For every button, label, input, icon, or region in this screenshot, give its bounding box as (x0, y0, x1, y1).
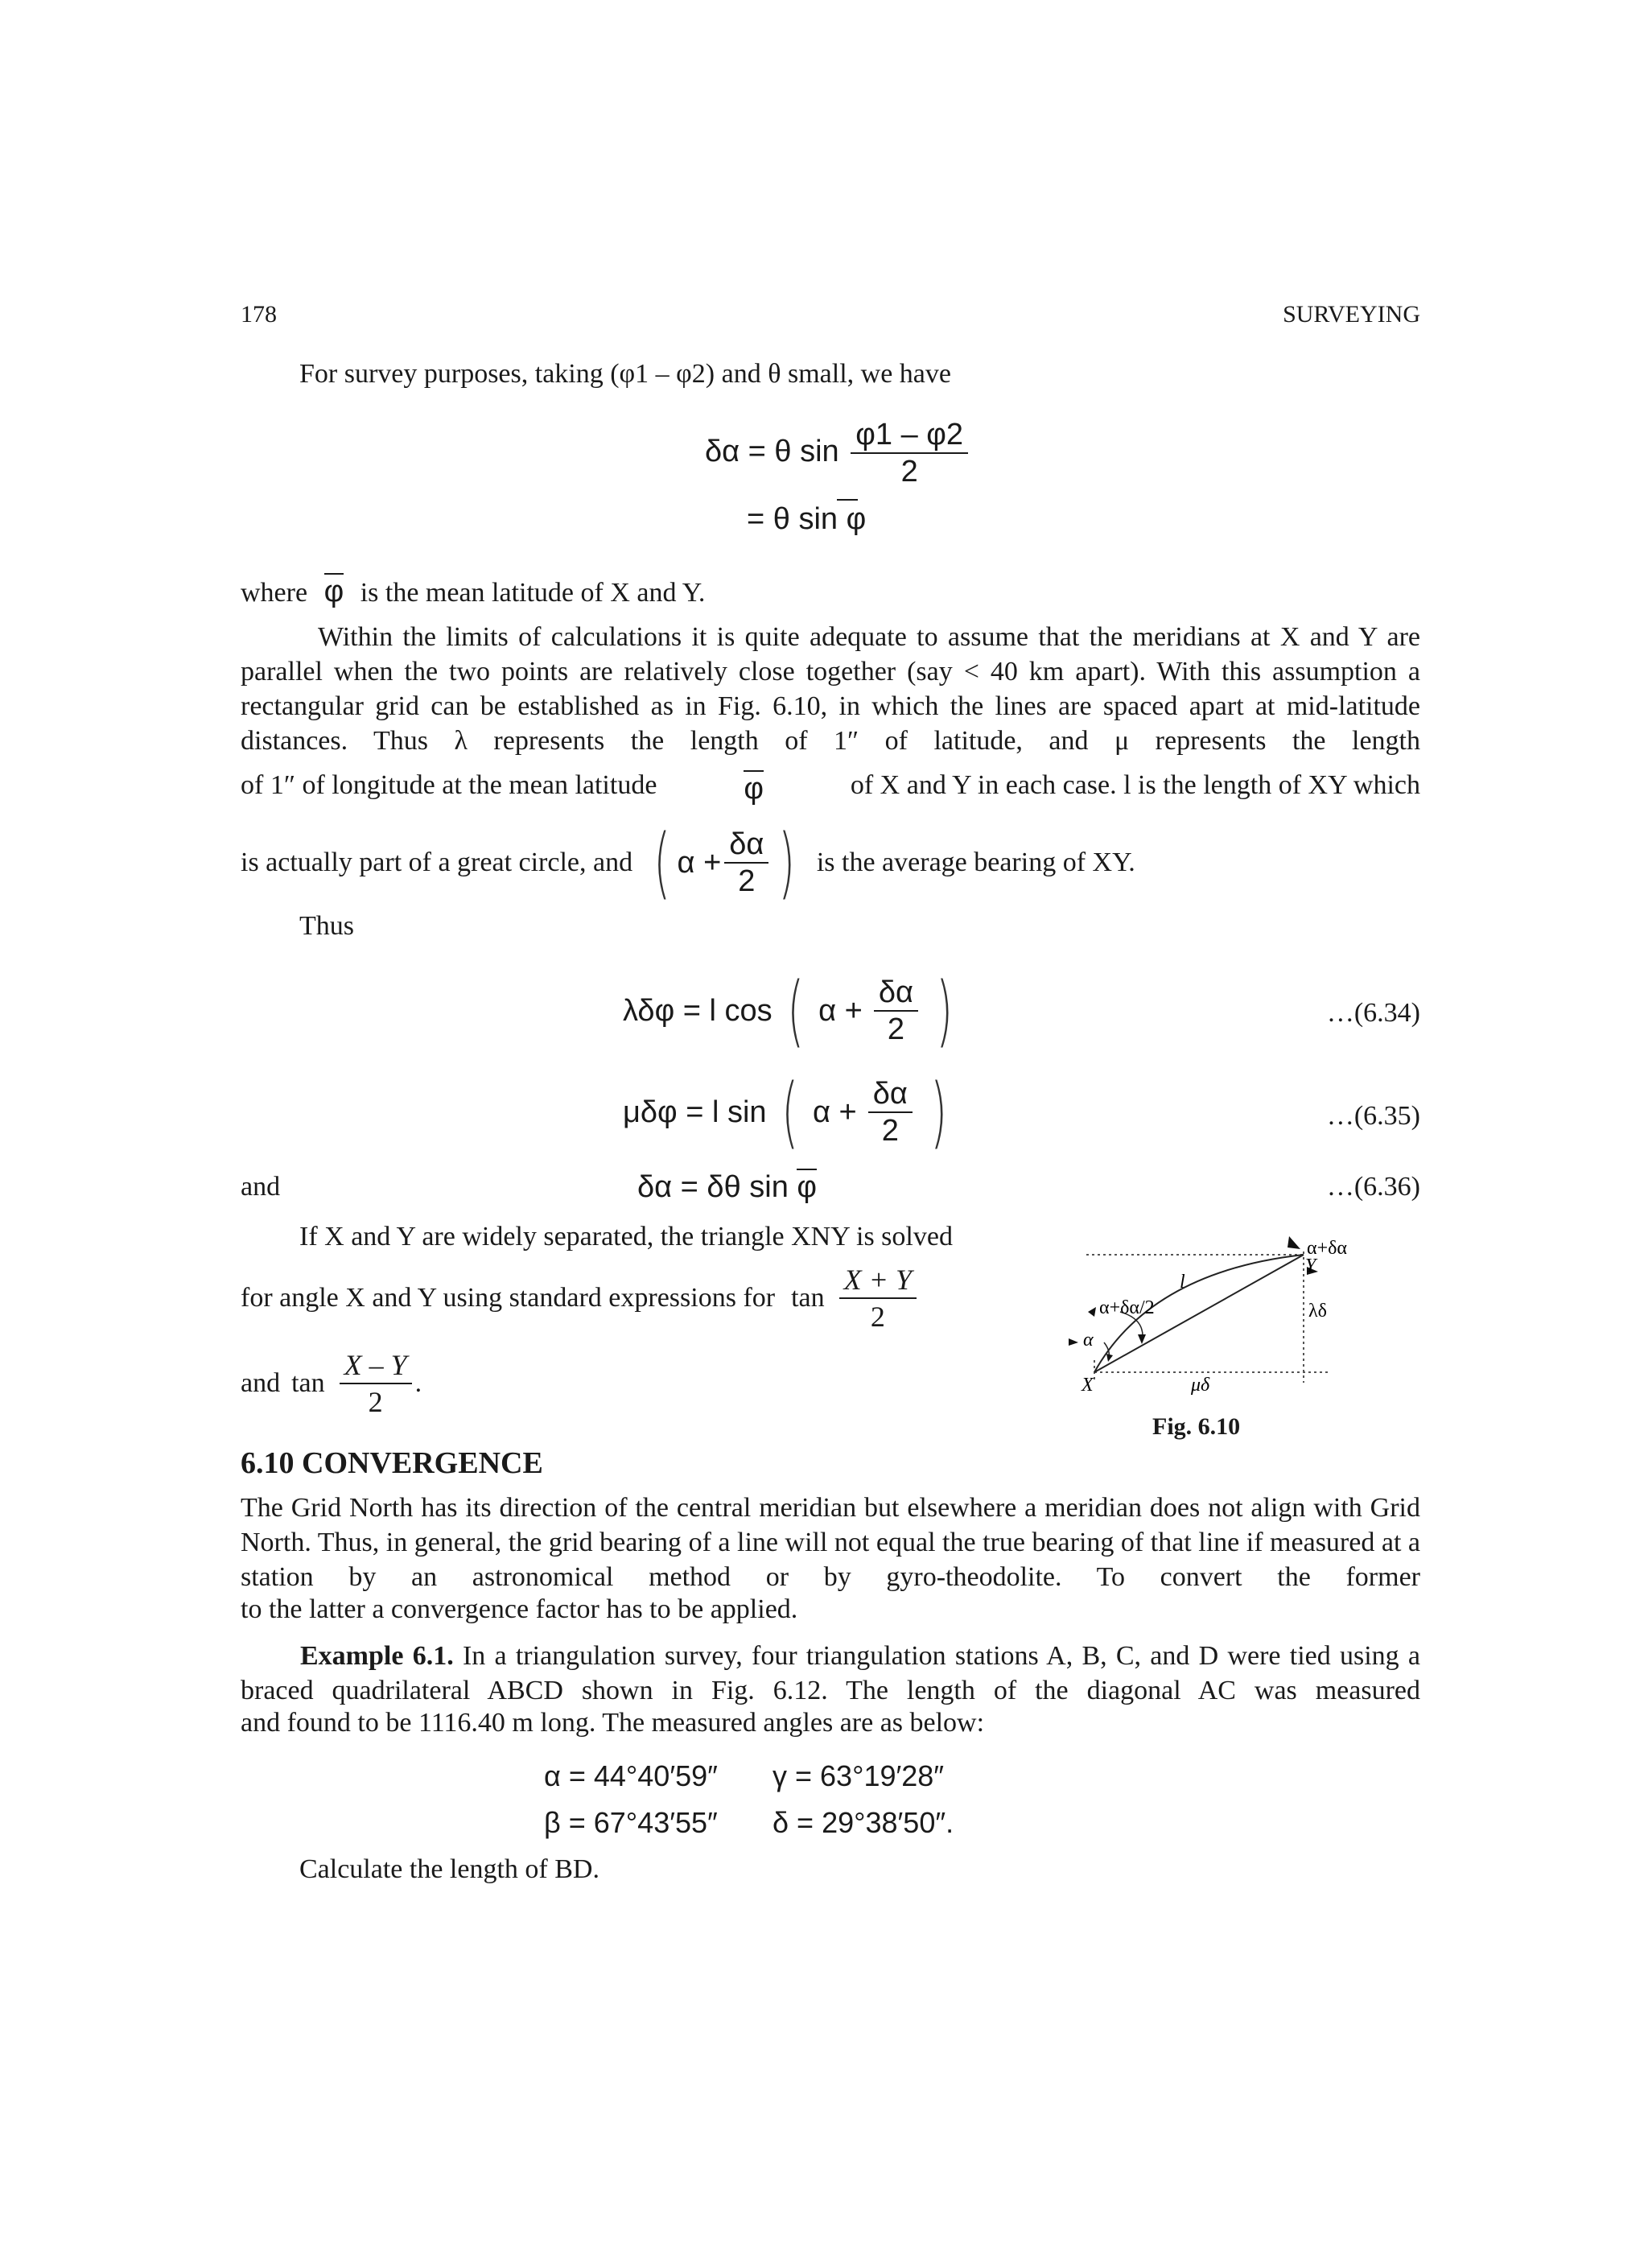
fraction-denominator: 2 (887, 1012, 904, 1046)
fraction (724, 828, 768, 897)
text-pre: of 1″ of longitude at the mean latitude (241, 770, 657, 800)
fraction-numerator: δα (724, 828, 768, 864)
intro-line: For survey purposes, taking (φ1 – φ2) and θ small, we have (299, 359, 951, 389)
equation-mean-latitude (747, 502, 866, 537)
text-pre: is actually part of a great circle, and (241, 847, 633, 877)
paragraph-meridians-last-line (241, 770, 1420, 806)
section-heading: 6.10 CONVERGENCE (241, 1446, 543, 1480)
left-paren: ( (781, 1067, 798, 1157)
average-bearing-line (241, 814, 1135, 911)
arrow-alpha-half-icon (1088, 1307, 1096, 1317)
thus-word: Thus (299, 911, 354, 941)
label-mu-delta: μδ (1191, 1375, 1210, 1396)
equation-lhs: δα = δθ sin (637, 1170, 789, 1204)
equation-6-34 (623, 963, 959, 1059)
where-line (241, 575, 705, 609)
arrow-top-icon (1288, 1236, 1300, 1249)
text-pre: for angle X and Y using standard expressions for (241, 1283, 776, 1313)
figure-caption: Fig. 6.10 (1152, 1413, 1241, 1440)
page-number: 178 (241, 301, 277, 328)
average-bearing-expression (647, 818, 802, 908)
and-word: and (241, 1172, 281, 1202)
equation-number-6-36: …(6.36) (1326, 1172, 1420, 1202)
equation-6-36 (637, 1170, 817, 1205)
fraction-numerator: X – Y (340, 1349, 412, 1384)
text-post: of X and Y in each case. l is the length of XY which (850, 770, 1420, 800)
fraction-numerator: X + Y (839, 1264, 917, 1299)
alpha-plus: α + (813, 1095, 857, 1129)
fraction-denominator: 2 (881, 1114, 899, 1148)
arrow-down-icon (1138, 1334, 1146, 1344)
tan-word: tan (791, 1283, 825, 1313)
where-word: where (241, 578, 308, 608)
wide-separation-line-1: If X and Y are widely separated, the triangle XNY is solved (299, 1222, 953, 1252)
label-l: l (1180, 1272, 1185, 1293)
arrow-alpha-icon (1069, 1338, 1078, 1346)
paragraph-meridians: Within the limits of calculations it is quite adequate to assume that the meridians at X and Y are parallel when the two points are relatively close together (say < 40 km apart). With this assumption a rectangular grid can be established as in Fig. 6.10, in which the lines are spaced apart at mid-latitude distances. Thus λ represents the length of 1″ of latitude, and μ represents the length (241, 622, 1420, 756)
fraction-denominator: 2 (900, 455, 918, 489)
figure-6-10 (1062, 1207, 1416, 1408)
left-paren: ( (787, 966, 804, 1056)
equation-delta-alpha (705, 419, 971, 488)
phi-bar-symbol: φ (797, 1170, 818, 1204)
phi-overbar (837, 499, 858, 501)
equation-number-6-35: …(6.35) (1326, 1101, 1420, 1131)
label-alpha-half: α+δα/2 (1099, 1297, 1155, 1318)
tan-fraction-difference (340, 1349, 412, 1418)
equation-lhs: μδφ = l sin (623, 1095, 767, 1129)
fraction-numerator: φ1 – φ2 (851, 419, 968, 454)
phi-bar-symbol: φ (744, 772, 764, 806)
paragraph-convergence: The Grid North has its direction of the central meridian but elsewhere a meridian does not align with Grid North. Thus, in general, the grid bearing of a line will not equal the true bearing of that line if measured at a station by an astronomical method or by gyro-theodolite. To convert the former (241, 1493, 1420, 1592)
fraction (868, 1078, 913, 1147)
alpha-plus: α + (818, 993, 863, 1028)
where-description: is the mean latitude of X and Y. (360, 578, 706, 608)
phi-bar-symbol: φ (323, 575, 344, 608)
right-paren: ) (778, 818, 796, 908)
arrow-alpha-tip-icon (1106, 1354, 1113, 1362)
right-paren: ) (936, 966, 953, 1056)
left-paren: ( (653, 818, 671, 908)
angle-delta: δ = 29°38′50″. (772, 1806, 954, 1839)
alpha-plus: α + (677, 845, 722, 880)
equation-lhs: λδφ = l cos (623, 993, 772, 1028)
fraction-numerator: δα (874, 976, 918, 1012)
fraction-denominator: 2 (870, 1301, 885, 1333)
text-post: is the average bearing of XY. (816, 847, 1135, 877)
period: . (414, 1368, 422, 1398)
equation-lhs: δα = θ sin (705, 435, 839, 469)
equation-number-6-34: …(6.34) (1326, 998, 1420, 1028)
example-question: Calculate the length of BD. (299, 1854, 599, 1884)
fraction-denominator: 2 (368, 1386, 383, 1418)
label-alpha: α (1083, 1330, 1094, 1350)
wide-separation-line-2 (241, 1264, 920, 1333)
angle-beta: β = 67°43′55″ (544, 1806, 718, 1839)
tan-word: tan (291, 1368, 325, 1398)
angle-gamma: γ = 63°19′28″ (772, 1759, 945, 1792)
fraction (874, 976, 918, 1045)
fraction-numerator: δα (868, 1078, 913, 1113)
text-pre: and (241, 1368, 281, 1398)
example-paragraph (241, 1639, 1420, 1708)
equation-fraction (851, 419, 968, 488)
paragraph-convergence-last-line: to the latter a convergence factor has to be applied. (241, 1594, 798, 1624)
equation-text: = θ sin φ (747, 502, 867, 536)
wide-separation-line-3 (241, 1349, 422, 1418)
label-y: Y (1305, 1256, 1316, 1276)
angle-alpha: α = 44°40′59″ (544, 1759, 718, 1792)
label-lambda-delta: λδ (1308, 1301, 1327, 1322)
example-text: In a triangulation survey, four triangulation stations A, B, C, and D were tied using a braced quadrilateral ABCD shown in Fig. 6.12. The length of the diagonal AC was measured (241, 1641, 1420, 1705)
tan-fraction-sum (839, 1264, 917, 1333)
example-label: Example 6.1. (300, 1641, 454, 1671)
running-title: SURVEYING (1283, 301, 1420, 328)
label-alpha-plus-dalpha: α+δα (1307, 1238, 1347, 1259)
equation-6-35 (623, 1064, 954, 1161)
right-paren: ) (930, 1067, 947, 1157)
fraction-denominator: 2 (738, 864, 756, 898)
label-x: X (1082, 1375, 1094, 1396)
example-last-line: and found to be 1116.40 m long. The measured angles are as below: (241, 1708, 985, 1738)
